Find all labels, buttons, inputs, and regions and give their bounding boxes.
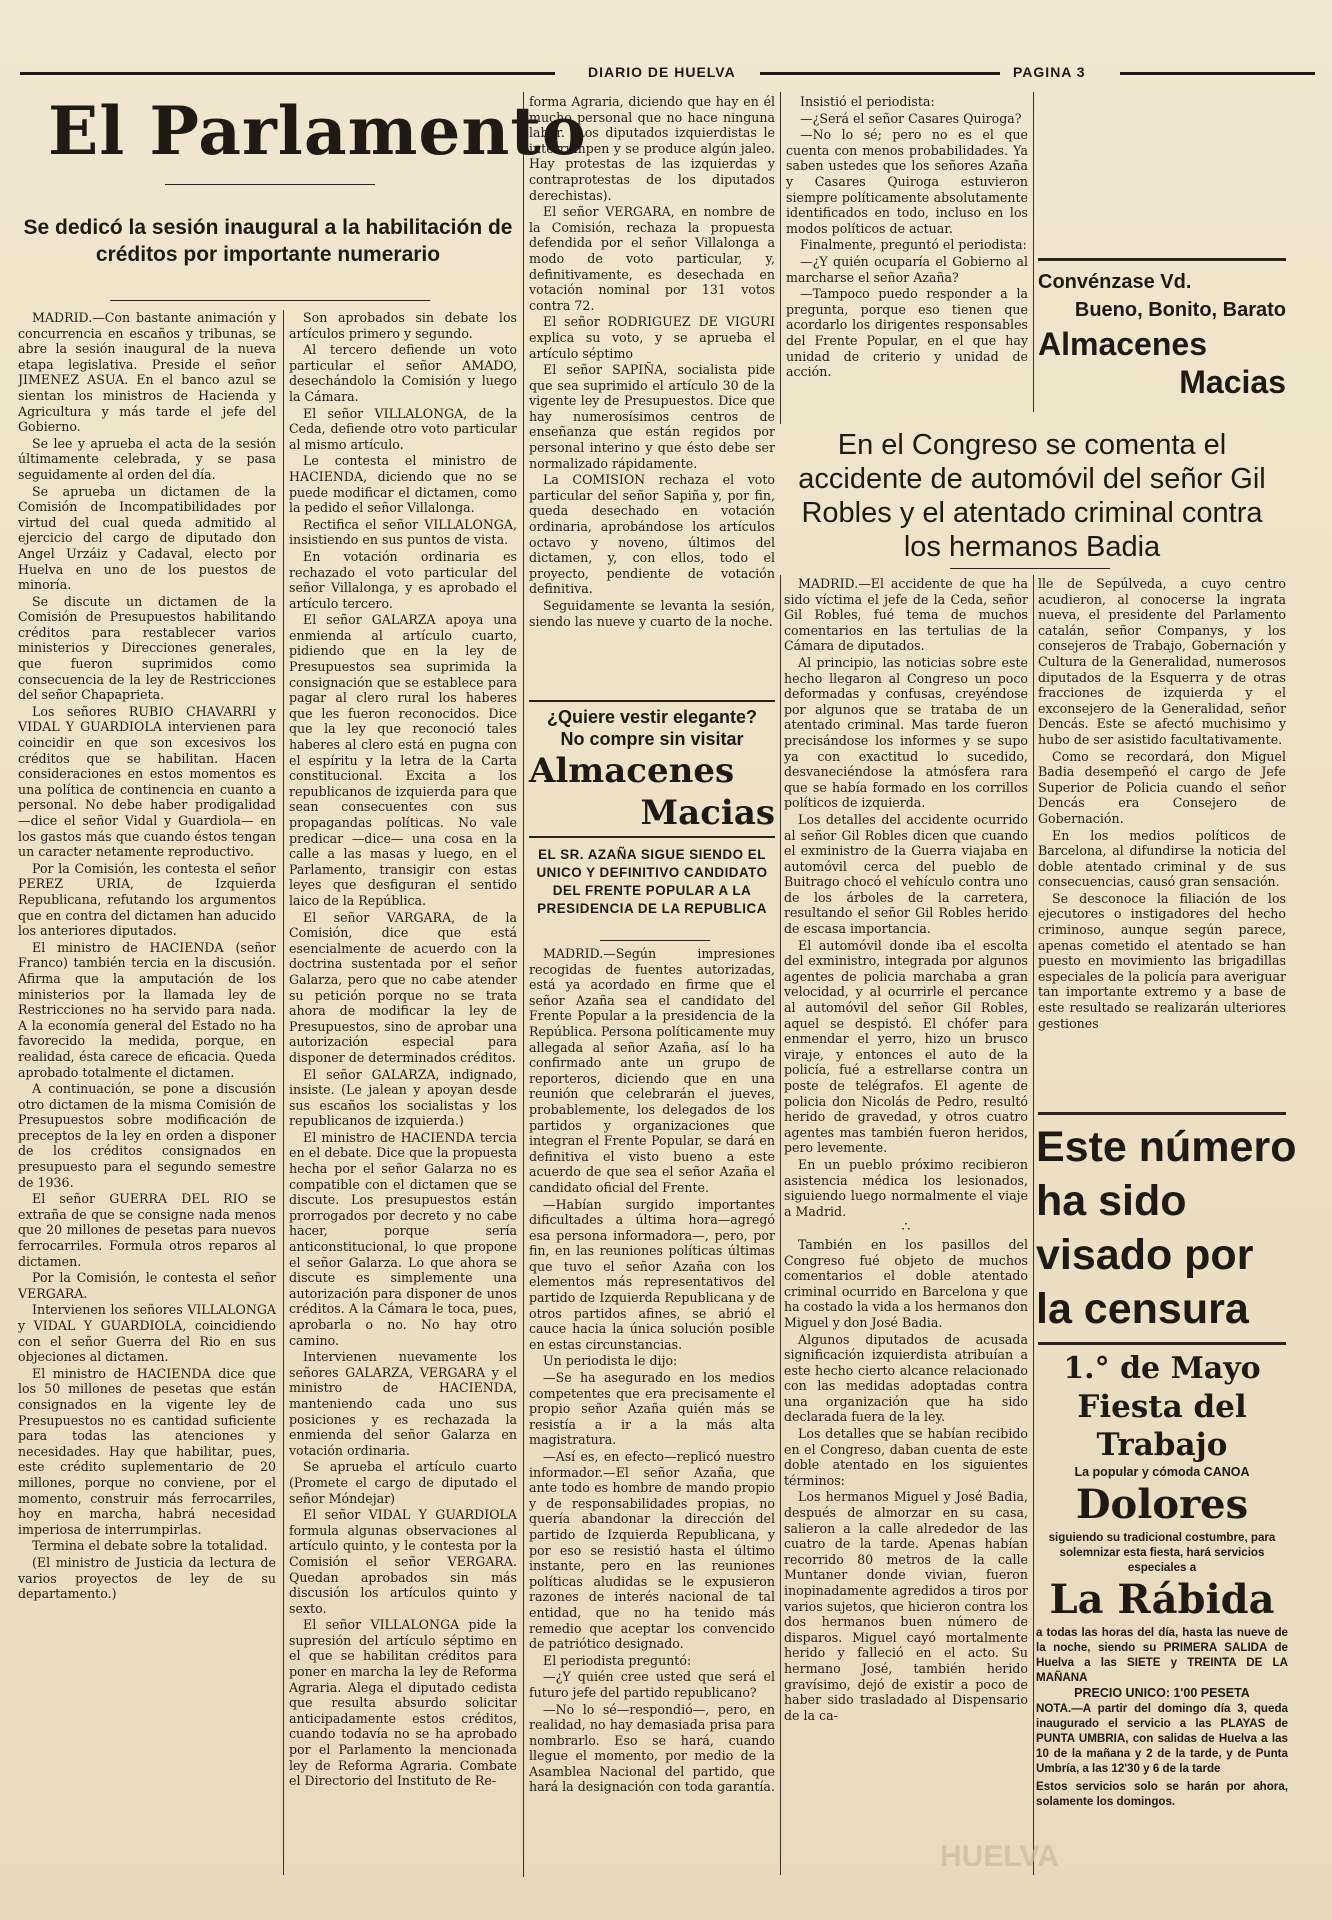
paragraph: El señor GALARZA, indignado, insiste. (Le jalean y apoyan desde sus escaños los socialistas y los republicanos de izquierda.) [289, 1066, 517, 1129]
paragraph: También en los pasillos del Congreso fué objeto de muchos comentarios el doble atentado criminal ocurrido en Barcelona y que ha costado la vida a los hermanos don Miguel y don José Badia. [784, 1236, 1028, 1330]
paragraph: Por la Comisión, le contesta el señor VERGARA. [18, 1270, 276, 1301]
article-2-column-3 [529, 946, 775, 1876]
ad-3-note: NOTA.—A partir del domingo día 3, queda inaugurado el servicio a las PLAYAS de PUNTA UMBRIA, con salidas de Huelva a las 10 de la mañana y 2 de la tarde, y de Punta Umbría, a las 12'30 y 6 de la tarde [1036, 1702, 1288, 1775]
paragraph: —Tampoco puedo responder a la pregunta, porque eso tienen que acordarlo los dirigentes responsables del Frente Popular, en el que hay unidad de criterio y unidad de acción. [786, 286, 1028, 380]
ad-3-line-1: La popular y cómoda CANOA [1074, 1465, 1250, 1479]
ad-1-line-1: ¿Quiere vestir elegante? [546, 707, 758, 727]
paragraph: El señor VARGARA, de la Comisión, dice que está esencialmente de acuerdo con la doctrina sustentada por el señor Galarza, pero que no cabe atender su petición porque no se trata ahora de modificar la ley de Presupuestos, sino de aprobar una autorización especial para disponer de determinados créditos. [289, 909, 517, 1065]
paragraph: (El ministro de Justicia da lectura de varios proyectos de ley de su departamento.) [18, 1554, 276, 1602]
ad-3-line-2: siguiendo su tradicional costumbre, para solemnizar esta fiesta, hará servicios especiales a [1048, 1531, 1276, 1574]
paragraph: Rectifica el señor VILLALONGA, insistiendo en sus puntos de vista. [289, 516, 517, 548]
article-1-title: Se dedicó la sesión inaugural a la habilitación de créditos por importante numerario [23, 216, 513, 266]
paragraph: El señor VERGARA, en nombre de la Comisión, rechaza la propuesta defendida por el señor Villalonga a modo de voto particular, y, definitivamente, es desechada en votación nominal por 131 votos contra 72. [529, 204, 775, 313]
ad-3-price: PRECIO UNICO: 1'00 PESETA [1074, 1686, 1250, 1700]
article-3-column-5 [1038, 576, 1286, 1096]
column-rule [780, 92, 781, 424]
ad-2-line-4: Macias [1179, 364, 1286, 400]
ad-1-rule-top [529, 700, 775, 702]
article-3-title: En el Congreso se comenta el accidente de automóvil del señor Gil Robles y el atentado criminal contra los hermanos Badia [798, 429, 1266, 563]
article-2-title: EL SR. AZAÑA SIGUE SIENDO EL UNICO Y DEFINITIVO CANDIDATO DEL FRENTE POPULAR A LA PRESIDENCIA DE LA REPUBLICA [536, 847, 768, 916]
paragraph: El señor VIDAL Y GUARDIOLA formula algunas observaciones al artículo quinto, y le contesta por la Comisión el señor VERGARA. Quedan aprobados sin más discusión los artículos quinto y sexto. [289, 1507, 517, 1616]
paragraph: MADRID.—El accidente de que ha sido víctima el jefe de la Ceda, señor Gil Robles, fué tema de muchos comentarios en las tertulias de la Cámara de diputados. [784, 576, 1028, 654]
paragraph: Se discute un dictamen de la Comisión de Presupuestos habilitando créditos para restablecer varios ministerios y Direcciones generales, que fueron suprimidos como consecuencia de la ley de Restricciones del señor Chapaprieta. [18, 593, 276, 703]
paragraph: —¿Y quién ocuparía el Gobierno al marcharse el señor Azaña? [786, 253, 1028, 285]
column-rule [523, 92, 524, 1877]
paragraph: Son aprobados sin debate los artículos primero y segundo. [289, 310, 517, 341]
column-rule [1033, 92, 1034, 412]
paragraph: Termina el debate sobre la totalidad. [32, 1538, 268, 1554]
ad-1-line-3: Almacenes [529, 751, 735, 791]
paragraph: Los detalles del accidente ocurrido al señor Gil Robles dicen que cuando el exministro de la Guerra viajaba en automóvil cerca del pueblo de Buitrago chocó el vehículo contra uno de los árboles de la carretera, resultando el señor Gil Robles herido de escasa importancia. [784, 811, 1028, 937]
paragraph: Los detalles que se habían recibido en el Congreso, daban cuenta de este doble atentado en los siguientes términos: [784, 1426, 1028, 1488]
article-2-title-underline [600, 940, 710, 941]
paragraph: Los señores RUBIO CHAVARRI y VIDAL Y GUARDIOLA intervienen para coincidir en que son excesivos los créditos que se habilitan. Hacen consideraciones en estos momentos es una política de continencia en cuanto a personal. No debe haber prodigalidad —dice el señor Vidal y Guardiola— en los gastos más que cuando éstos tengan un caracter netamente reproductivo. [18, 703, 276, 860]
paragraph: Los hermanos Miguel y José Badia, después de almorzar en su casa, salieron a la calle alrededor de las cuatro de la tarde. Apenas habían recorrido 80 metros de la calle Muntaner donde vivian, fueron inopinadamente agredidos a tiros por varios sujetos, que hicieron contra los dos hermanos buen número de disparos. Miguel cayó mortalmente herido y falleció en el acto. Su hermano José, también herido gravísimo, dejó de existir a poco de haber sido trasladado al Dispensario de la ca- [784, 1489, 1028, 1723]
paragraph: forma Agraria, diciendo que hay en él mucho personal que no hace ninguna labor. (Los diputados izquierdistas le interrumpen y se produce algún jaleo. Hay protestas de las izquierdas y contraprotestas de los diputados derechistas). [529, 94, 775, 203]
paragraph: Intervienen nuevamente los señores GALARZA, VERGARA y el ministro de HACIENDA, manteniendo cada uno sus posiciones y es rechazada la enmienda del señor Galarza en votación ordinaria. [289, 1349, 517, 1458]
censorship-notice: Este número ha sido visado por la censura [1036, 1123, 1297, 1333]
paragraph: —Así es, en efecto—replicó nuestro informador.—El señor Azaña, que ante todo es hombre de mando propio y de responsabilidades propias, no quería abandonar la dirección del partido de Izquierda Republicana, y por eso se resistió hasta el último instante, pero en las reuniones políticas aludidas se le expusieron razones de interés nacional de tal entidad, que no ha tenido más remedio que aceptar los convencido de patriótico designado. [529, 1449, 775, 1652]
paragraph: MADRID.—Con bastante animación y concurrencia en escaños y tribunas, se abre la sesión inaugural de la nueva etapa legislativa. Preside el señor JIMENEZ ASUA. En el banco azul se sientan los ministros de Hacienda y Agricultura y más tarde el jefe del Gobierno. [18, 310, 276, 435]
paragraph: MADRID.—Según impresiones recogidas de fuentes autorizadas, está ya acordado en firme que el señor Azaña sea el candidato del Frente Popular a la presidencia de la República. Persona políticamente muy allegada al señor Azaña, así lo ha confirmado ante un grupo de reporteros, diciendo que en una reunión que celebrarán el jueves, probablemente, los delegados de los partidos y organizaciones que integran el Frente Popular, se dará en definitiva el visto bueno a este acuerdo de que sea el señor Azaña el candidato oficial del Frente. [529, 946, 775, 1195]
paragraph: Al principio, las noticias sobre este hecho llegaron al Congreso un poco deformadas y confusas, creyéndose por algunos que se trataba de un atentado criminal. Mas tarde fueron precisándose los informes y se supo ya con exactitud lo sucedido, desvaneciéndose la atmósfera rara que se había formado en los corrillos políticos de izquierda. [784, 654, 1028, 811]
article-3-title-underline [950, 568, 1110, 569]
column-rule [780, 575, 781, 1875]
ad-3-destination: La Rábida [1049, 1576, 1275, 1623]
column-rule [1033, 575, 1034, 1875]
page-number: PAGINA 3 [1013, 64, 1086, 80]
masthead-rule-right [1120, 72, 1315, 75]
paragraph: Algunos diputados de acusada significación izquierdista atribuían a este hecho cierto alcance relacionado con las medidas adoptadas contra una organización que ha sido declarada fuera de la ley. [784, 1331, 1028, 1425]
ad-almacenes-macias-2 [1038, 268, 1286, 408]
paragraph: Se aprueba un dictamen de la Comisión de Incompatibilidades por virtud del cual queda admitido al ejercicio del cargo de diputado don Angel Urzáiz y Cadaval, electo por Huelva en uno de los puestos de minoría. [18, 483, 276, 593]
paragraph: Se desconoce la filiación de los ejecutores o instigadores del hecho criminoso, aunque según parece, apenas cometido el atentado se han puesto en movimiento las brigadillas especiales de la policía para averiguar tan importante extremo y a base de este resultado se realizarán ulteriores gestiones [1038, 890, 1286, 1031]
paragraph: Como se recordará, don Miguel Badia desempeñó el cargo de Jefe Superior de Policia cuando el señor Dencás era Consejero de Gobernación. [1038, 748, 1286, 826]
paragraph: El periodista preguntó: [543, 1652, 692, 1668]
paragraph: En un pueblo próximo recibieron asistencia médica los lesionados, siguiendo luego normalmente el viaje a Madrid. [784, 1156, 1028, 1219]
ad-1-line-2: No compre sin visitar [560, 729, 744, 749]
paragraph: Finalmente, preguntó el periodista: [800, 237, 1027, 253]
paragraph: El automóvil donde iba el escolta del exministro, integrada por algunos agentes de policia marchaba a gran velocidad, y al ocurrirle el percance al automóvil del señor Gil Robles, aquel se despistó. El chófer para enmendar el yerro, hizo un brusco viraje, y entonces el auto de la policía, fué a estrellarse contra un poste de telégrafos. El agente de policia don Nicolás de Pedro, resultó herido de gravedad, y otros cuatro agentes mas también fueron heridos, pero levemente. [784, 937, 1028, 1156]
ad-1-line-4: Macias [640, 793, 775, 833]
paragraph: Intervienen los señores VILLALONGA y VIDAL Y GUARDIOLA, coincidiendo con el señor Guerra del Rio en sus objeciones al dictamen. [18, 1302, 276, 1365]
paragraph: —Habían surgido importantes dificultades a última hora—agregó esa persona informadora—, pero, por fin, en las reuniones políticas últimas que tuvo el señor Azaña con los elementos más representativos del partido de Izquierda Republicana y de otros partidos afines, se abrió el cauce hacia la única solución posible en estas circunstancias. [529, 1196, 775, 1352]
paragraph: Seguidamente se levanta la sesión, siendo las nueve y cuarto de la noche. [529, 598, 775, 629]
ad-3-date: 1.° de Mayo [1063, 1351, 1261, 1386]
censura-rule-top [1038, 1112, 1286, 1115]
ad-3-footer: Estos servicios solo se harán por ahora, solamente los domingos. [1036, 1780, 1288, 1808]
paper-name: DIARIO DE HUELVA [588, 64, 736, 80]
paragraph: A continuación, se pone a discusión otro dictamen de la misma Comisión de Presupuestos sobre modificación de preceptos de la ley en orden a disponer de los créditos consignados en presupuesto para el segundo semestre de 1936. [18, 1081, 276, 1190]
masthead [20, 62, 1315, 84]
paragraph: El señor GUERRA DEL RIO se extraña de que se consigne nada menos que 20 millones de pesetas para nuevos ferrocarriles. Formula otros reparos al dictamen. [18, 1191, 276, 1269]
paragraph: La COMISION rechaza el voto particular del señor Sapiña y, por fin, queda desechado en votación ordinaria, aprobándose los artículos octavo y noveno, últimos del dictamen, y, con ellos, todo el proyecto, pendiente de votación definitiva. [529, 472, 775, 597]
paragraph: En los medios políticos de Barcelona, al difundirse la noticia del doble atentado criminal y de sus consecuencias, causó gran sensación. [1038, 827, 1286, 890]
paragraph: Se aprueba el artículo cuarto (Promete el cargo de diputado el señor Móndejar) [289, 1459, 517, 1506]
ad-canoa-dolores [1036, 1350, 1288, 1870]
ad-2-line-2: Bueno, Bonito, Barato [1074, 299, 1286, 321]
paragraph: El señor VILLALONGA, de la Ceda, defiende otro voto particular al mismo artículo. [289, 405, 517, 452]
paragraph: Insistió el periodista: [800, 94, 935, 109]
paragraph: lle de Sepúlveda, a cuyo centro acudieron, al conocerse la ingrata nueva, el presidente del Parlamento catalán, señor Companys, y los consejeros de Trabajo, Gobernación y Cultura de la Generalidad, numerosos diputados de la Esquerra y de otras fracciones de izquierda y el exconsejero de la Generalidad, señor Dencás. Este se afectó muchisimo y hubo de ser asistido facultativamente. [1038, 576, 1286, 747]
archive-watermark: HUELVA [940, 1840, 1059, 1873]
paragraph: Un periodista le dijo: [543, 1353, 678, 1369]
paragraph: Se lee y aprueba el acta de la sesión últimamente celebrada, y se pasa seguidamente al orden del día. [18, 435, 276, 482]
masthead-rule-left [20, 72, 555, 75]
paragraph: —No lo sé; pero no es el que cuenta con menos probabilidades. Ya saben ustedes que los señores Azaña y Casares Quiroga estuvieron siempre políticamente absolutamente identificados en todo, incluso en los modos políticos de actuar. [786, 127, 1028, 236]
ad-2-line-1: Convénzase Vd. [1038, 271, 1192, 293]
paragraph: El señor SAPIÑA, socialista pide que sea suprimido el artículo 30 de la vigente ley de Presupuestos. Dice que hay numerosísimos centros de enseñanza que están regidos por personal interino y que ésto debe ser normalizado rápidamente. [529, 362, 775, 471]
ad-2-rule-top [1038, 258, 1286, 261]
paragraph: El señor RODRIGUEZ DE VIGURI explica su voto, y se aprueba el artículo séptimo [529, 314, 775, 361]
ad-2-line-3: Almacenes [1038, 326, 1207, 362]
paragraph: Por la Comisión, les contesta el señor PEREZ URIA, de Izquierda Republicana, refutando los argumentos que en contra del dictamen han aducido los anteriores diputados. [18, 860, 276, 939]
paragraph: —Se ha asegurado en los medios competentes que era precisamente el propio señor Azaña quién más se resistía a ir a la más alta magistratura. [529, 1370, 775, 1448]
title-underline [165, 184, 375, 185]
censura-rule-bottom [1038, 1342, 1286, 1345]
article-1-column-1 [18, 310, 276, 1875]
separator-dots: ∴ [901, 1219, 911, 1236]
paragraph: Le contesta el ministro de HACIENDA, diciendo que no se puede modificar el dictamen, como la pedido el señor Villalonga. [289, 453, 517, 516]
ad-3-fiesta: Fiesta del Trabajo [1077, 1389, 1247, 1463]
column-rule [283, 310, 284, 1875]
paragraph: —¿Será el señor Casares Quiroga? [800, 110, 1022, 126]
paragraph: El señor VILLALONGA pide la supresión del artículo séptimo en el que se habilitan créditos para poner en marcha la ley de Reforma Agraria. Alega el diputado cedista que resulta absurdo solicitar anticipadamente estos créditos, cuando todavía no se ha aprobado por el Parlamento la mencionada ley de Reforma Agraria. Combate el Directorio del Instituto de Re- [289, 1617, 517, 1789]
paragraph: —No lo sé—respondió—, pero, en realidad, no hay demasiada prisa para nombrarlo. Eso se hará, cuando llegue el momento, por medio de la Asamblea Nacional del partido, que hará la designación con toda garantía. [529, 1701, 775, 1795]
paragraph: El ministro de HACIENDA dice que los 50 millones de pesetas que están consignados en la vigente ley de Presupuestos no es cantidad suficiente para todas las atenciones y necesidades. Hay que habilitar, pues, este crédito suplementario de 20 millones, porque no conviene, por el momento, construir más ferrocarriles, hoy en marcha, habrá necesidad imperiosa de interrumpirlas. [18, 1365, 276, 1537]
paragraph: —¿Y quién cree usted que será el futuro jefe del partido republicano? [529, 1669, 775, 1700]
paragraph: El ministro de HACIENDA (señor Franco) también tercia en la discusión. Afirma que la amputación de los ministerios por la llamada ley de Restricciones no ha servido para nada. A la economía general del Estado no ha favorecido la medida, porque, en realidad, ésta carece de eficacia. Queda aprobado totalmente el dictamen. [18, 939, 276, 1080]
article-3-column-4 [784, 576, 1028, 1876]
subtitle-underline [110, 300, 430, 301]
ad-3-name: Dolores [1075, 1481, 1249, 1528]
article-2-column-4 [786, 94, 1028, 412]
article-1-column-3 [529, 94, 775, 694]
masthead-rule-mid [760, 72, 1000, 75]
article-2-column-5 [1038, 94, 1283, 244]
section-title: El Parlamento [48, 92, 587, 170]
paragraph: El señor GALARZA apoya una enmienda al artículo cuarto, pidiendo que en la ley de Presupuestos sea suprimida la consignación que se establece para pagar al clero rural los haberes que les fueron reconocidos. Dice que la ley que reconoció tales haberes al clero está en pugna con el espíritu y la letra de la Carta constitucional. Excita a los republicanos de izquierda para que sean consecuentes con sus propagandas políticas. No vale predicar —dice— una cosa en la calle a las masas y luego, en el Parlamento, transigir con estas leyes que desfiguran el sentido laico de la República. [289, 612, 517, 908]
ad-3-body: a todas las horas del día, hasta las nueve de la noche, siendo su PRIMERA SALIDA de Huelva a las SIETE y TREINTA DE LA MAÑANA [1036, 1626, 1288, 1684]
article-1-column-2 [289, 310, 517, 1875]
paragraph: Al tercero defiende un voto particular el señor AMADO, desechándolo la Comisión y luego la Cámara. [289, 342, 517, 404]
ad-almacenes-macias-1 [529, 706, 775, 838]
paragraph: En votación ordinaria es rechazado el voto particular del señor Villalonga, y es aprobado el artículo tercero. [289, 548, 517, 611]
ad-1-rule-bottom [529, 836, 775, 838]
paragraph: El ministro de HACIENDA tercia en el debate. Dice que la propuesta hecha por el señor Galarza no es compatible con el dictamen que se discute. Los presupuestos están prorrogados por decreto y no cabe hacer, porque sería anticonstitucional, lo que propone el señor Galarza. Lo que ahora se discute es simplemente una autorización para disponer de unos créditos. A la Cámara le toca, pues, aprobarla o no. No hay otro camino. [289, 1129, 517, 1348]
